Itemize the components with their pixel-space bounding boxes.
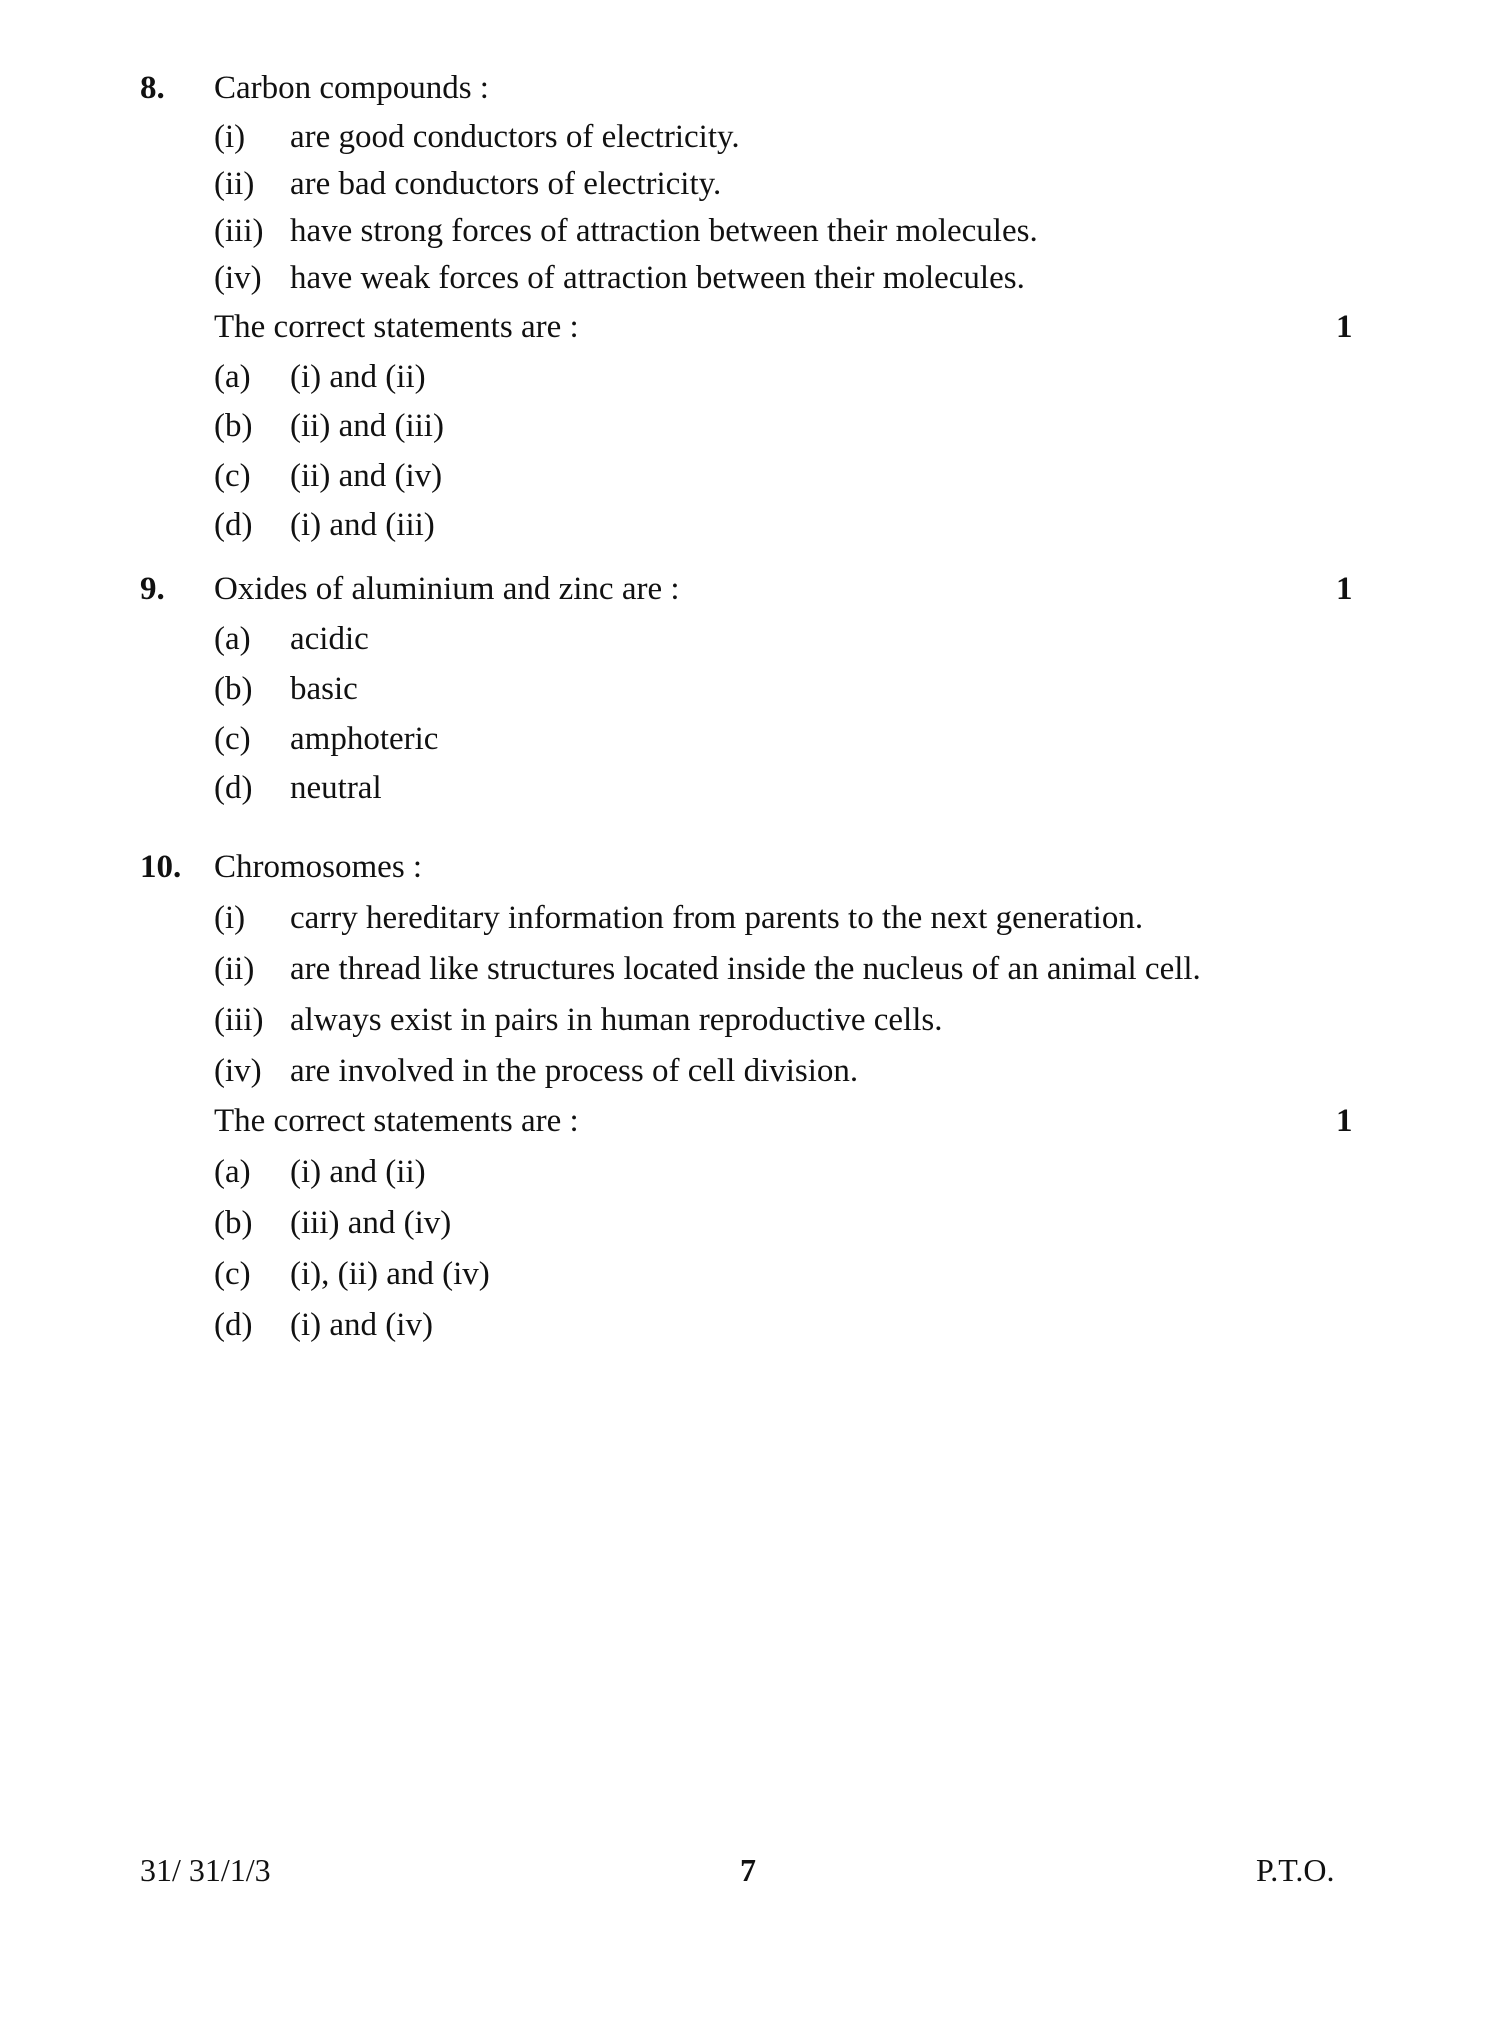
marks-label: 1 xyxy=(1336,571,1353,607)
option-text: (i) and (ii) xyxy=(290,1154,426,1190)
option-text: (i) and (iii) xyxy=(290,507,435,543)
option-text: basic xyxy=(290,671,358,707)
statement-label: (ii) xyxy=(214,166,255,202)
question-number: 10. xyxy=(140,849,182,885)
marks-label: 1 xyxy=(1336,1103,1353,1139)
option-label: (c) xyxy=(214,721,251,757)
option-text: (i), (ii) and (iv) xyxy=(290,1256,490,1292)
statement-text: carry hereditary information from parents to the next generation. xyxy=(290,900,1144,936)
paper-code: 31/ 31/1/3 xyxy=(140,1852,271,1888)
option-label: (a) xyxy=(214,1154,251,1190)
option-text: (iii) and (iv) xyxy=(290,1205,452,1241)
option-text: (i) and (ii) xyxy=(290,359,426,395)
option-text: (ii) and (iii) xyxy=(290,408,444,444)
option-label: (c) xyxy=(214,1256,251,1292)
question-number: 8. xyxy=(140,70,165,106)
option-label: (b) xyxy=(214,408,253,444)
statement-text: are involved in the process of cell division. xyxy=(290,1053,859,1089)
pto-label: P.T.O. xyxy=(1256,1852,1335,1888)
statement-label: (iii) xyxy=(214,213,264,249)
statement-label: (iv) xyxy=(214,260,262,296)
option-text: (i) and (iv) xyxy=(290,1307,433,1343)
question-stem: Carbon compounds : xyxy=(214,70,489,106)
statement-label: (ii) xyxy=(214,951,255,987)
statement-label: (i) xyxy=(214,900,246,936)
option-label: (d) xyxy=(214,507,253,543)
page-number: 7 xyxy=(740,1852,756,1888)
statement-text: always exist in pairs in human reproductive cells. xyxy=(290,1002,943,1038)
marks-label: 1 xyxy=(1336,309,1353,345)
statement-label: (i) xyxy=(214,119,246,155)
statement-text: have weak forces of attraction between their molecules. xyxy=(290,260,1025,296)
statement-text: are good conductors of electricity. xyxy=(290,119,740,155)
option-label: (b) xyxy=(214,1205,253,1241)
option-text: (ii) and (iv) xyxy=(290,458,443,494)
option-label: (c) xyxy=(214,458,251,494)
option-label: (b) xyxy=(214,671,253,707)
option-label: (a) xyxy=(214,359,251,395)
option-text: amphoteric xyxy=(290,721,439,757)
statement-text: are bad conductors of electricity. xyxy=(290,166,722,202)
question-number: 9. xyxy=(140,571,165,607)
statement-text: are thread like structures located inside the nucleus of an animal cell. xyxy=(290,951,1201,987)
question-stem: Chromosomes : xyxy=(214,849,423,885)
option-label: (d) xyxy=(214,770,253,806)
option-label: (a) xyxy=(214,621,251,657)
option-label: (d) xyxy=(214,1307,253,1343)
statement-label: (iv) xyxy=(214,1053,262,1089)
statement-label: (iii) xyxy=(214,1002,264,1038)
statement-text: have strong forces of attraction between their molecules. xyxy=(290,213,1038,249)
question-prompt: The correct statements are : xyxy=(214,1103,579,1139)
question-stem: Oxides of aluminium and zinc are : xyxy=(214,571,680,607)
option-text: acidic xyxy=(290,621,369,657)
question-prompt: The correct statements are : xyxy=(214,309,579,345)
option-text: neutral xyxy=(290,770,382,806)
